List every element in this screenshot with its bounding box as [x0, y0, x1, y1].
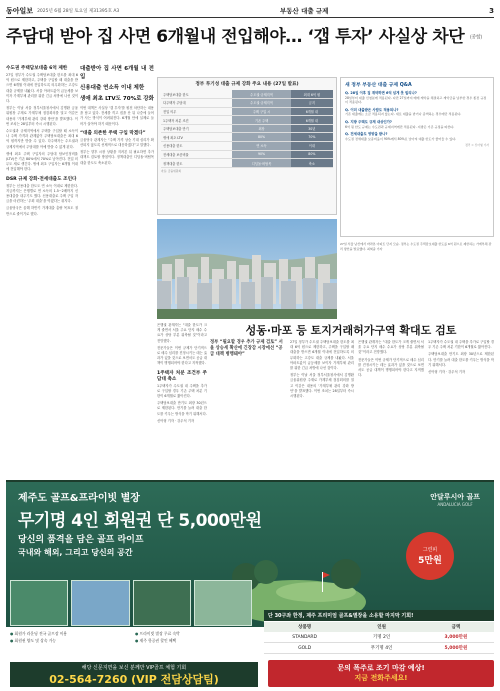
secondary-subhead: 정부 “필요할 경우 추가 규제 검토” 서울 상승세 확산에 긴장감 시장에선 “공급 대책 병행돼야” — [210, 340, 283, 358]
product-name: GOLD — [264, 643, 345, 654]
row-label: 주택담보대출 만기 — [161, 124, 232, 133]
col3-subhead: 1주택자 처분 조건부 주담대 축소 — [157, 370, 207, 382]
row-after: 6개월 내 — [291, 107, 333, 116]
ad-brand — [430, 492, 480, 507]
paragraph: 정부는 향후 시장 상황을 지켜본 뒤 필요하면 추가 대책도 검토할 방침이다. 정책대출인 디딤돌·버팀목 대출 한도도 축소된다. — [80, 150, 154, 165]
ad-thumbnails — [6, 580, 256, 626]
article-column-2 — [80, 62, 154, 477]
key-point: 생애 최초 LTV도 70%로 강화 — [80, 96, 154, 102]
row-label: 전입 의무 — [161, 107, 232, 116]
photo-caption: 27일 서울 남산에서 바라본 아파트 단지 모습. 정부는 수도권 주택담보대출 한도를 6억 원으로 제한하는 가계부채 관리 방안을 발표했다. 최혁중 기자 — [340, 242, 492, 251]
product-people: 무기명 4인 — [345, 643, 418, 654]
brand-sub: ANDALUCIA GOLF — [437, 502, 473, 507]
row-before: 디딤돌·버팀목 — [232, 159, 290, 168]
paragraph: 1주택자가 수도권 내 주택을 추가로 구입할 경우 기존 주택 처분 기한이 6개월로 짧아진다. — [157, 383, 207, 399]
article2-column-1 — [290, 340, 354, 477]
row-after: 6개월 내 — [291, 116, 333, 125]
paragraph: 주택담보대출 만기도 최장 30년으로 제한된다. 만기를 늘려 대출 한도를 키우는 방식을 막기 위해서다. — [157, 401, 207, 416]
paragraph: 정부는 이날 서울 정부서울청사에서 김병환 금융위원장 주재로 가계부채 점검회의를 열고 이같은 내용의 ‘가계부채 관리 강화 방안’을 발표했다. 이번 조치는 28일부터 즉시 시행된다. — [290, 373, 354, 399]
badge-value: 5만원 — [418, 556, 442, 566]
table-row — [161, 133, 333, 142]
ad-benefits — [10, 630, 260, 644]
row-after: 최대 6억 원 — [291, 90, 333, 99]
table-body — [161, 90, 333, 168]
paragraph: 주택담보대출 만기도 최장 30년으로 제한된다. 만기를 늘려 대출 한도를 키우는 방식을 막기 위해서다. — [428, 352, 494, 367]
row-before: 수도권·규제지역 — [232, 90, 290, 99]
article2-column-3 — [428, 340, 494, 477]
city-photo — [157, 219, 337, 319]
row-label: 다주택자 주담대 — [161, 99, 232, 108]
ad-line3: 당신의 품격을 담은 골프 라이프 — [18, 535, 144, 545]
product-price: 3,000만원 — [418, 632, 494, 643]
paragraph: 금융당국은 올해 하반기 가계대출 총량 목표도 절반으로 줄이기로 했다. — [6, 206, 78, 216]
issue-date: 2025년 6월 28일 토요일 제31395호 A3 — [37, 8, 120, 14]
qa-question: Q. 전세대출도 영향을 받나? — [345, 132, 388, 137]
row-after: 70% — [291, 133, 333, 142]
paragraph: 정부는 이날 서울 정부서울청사에서 김병환 금융위원장 주재로 가계부채 점검회의를 열고 이같은 내용의 ‘가계부채 관리 강화 방안’을 발표했다. 이번 조치는 28일부터 즉시 시행된다. — [6, 106, 78, 126]
key-point: 대출받아 집 사면 6개월 내 전입 — [80, 66, 154, 80]
ad-banner — [6, 482, 494, 627]
section-title: 부동산 대출 규제 — [279, 7, 329, 15]
row-after: 금지 — [291, 99, 333, 108]
table-row — [161, 150, 333, 159]
col1-intro: 수도권 주택담보대출 6억 제한 — [6, 66, 68, 71]
col2-subhead: “대출 의존한 주택 구입 막겠다” — [80, 130, 146, 136]
regulation-table — [157, 77, 337, 215]
qa-title: 새 정부 부동산 대출 규제 Q&A — [345, 83, 412, 88]
brand-name: 안달루시아 골프 — [430, 493, 480, 501]
thumbnail-image — [10, 580, 68, 626]
qa-credit: 정리 = 신아형 기자 — [465, 143, 489, 148]
thumbnail-image — [133, 580, 191, 626]
row-label: 생애 최초 LTV — [161, 133, 232, 142]
table-row — [161, 116, 333, 125]
price-headline: 단 30구좌 한정, 제주 프리미엄 골프&별장을 소유할 마지막 기회! — [264, 610, 494, 621]
ad-line1: 제주도 골프&프라이빗 별장 — [18, 493, 140, 504]
call-intro: 해당 신문지면을 보신 분께만 VIP골프 체험 기회 — [81, 665, 187, 671]
table-row — [161, 124, 333, 133]
page-number: 3 — [489, 6, 494, 15]
article2-column-2 — [358, 340, 424, 477]
secondary-headline: 성동·마포 등 토지거래허가구역 확대도 검토 — [245, 324, 457, 337]
table-title: 정부 투기성 대출 규제 강화 주요 내용 (27일 발표) — [195, 82, 299, 87]
benefit-item: ● 제주 항공권 할인 혜택 — [135, 637, 260, 644]
headline-text: 주담대 받아 집 사면 6개월내 전입해야… ‘갭 투자’ 사실상 차단 — [6, 27, 465, 47]
thumbnail-image — [71, 580, 129, 626]
cta-line1: 문의 폭주로 조기 마감 예상! — [337, 664, 425, 672]
paragraph: 금융당국 관계자는 “주택 가격 상승 기대 심리가 확산되지 않도록 선제적으로 대응하겠다”고 말했다. — [80, 137, 154, 148]
row-before: 80% — [232, 133, 290, 142]
qa-answer: 28일부터 대출 신청분에 적용된다. 다만 27일까지 매매 계약을 체결하고 계약금을 납부한 경우 종전 규정이 적용된다. — [345, 95, 487, 105]
main-headline — [6, 22, 494, 54]
thumbnail-image — [194, 580, 252, 626]
badge-label: 그린피 — [422, 547, 438, 553]
newspaper-logo: 동아일보 — [6, 6, 34, 15]
paragraph: 이번 대책은 사실상 ‘갭 투자’를 원천 차단하는 내용을 담고 있다. 전세를 끼고 집을 산 뒤 나중에 들어가 사는 방식이 어려워진다. 6개월 안에 실제로 들어가 살아야 하기 때문이다. — [80, 106, 154, 126]
paragraph: 전문가들은 이번 규제가 단기적으로 매수 심리를 진정시키는 데는 효과가 있을 것으로 보면서도 공급 대책이 병행되어야 한다고 지적했다. — [157, 345, 207, 366]
cta-banner[interactable] — [268, 660, 494, 687]
cta-line2: 지금 전화주세요! — [354, 674, 408, 682]
qa-answer: 수도권 전세대출 보증비율이 90%에서 80%로 낮아져 대출 한도가 줄어들 수 있다. — [345, 136, 457, 141]
row-before: 주택 구입 시 — [232, 107, 290, 116]
col1-subhead: DSR 규제 강화·전세대출도 조인다 — [6, 176, 77, 182]
row-after: 이내 — [291, 142, 333, 151]
row-after: 80% — [291, 150, 333, 159]
benefit-item: ● 회원가 라운딩 전국 골프장 이용 — [10, 630, 135, 637]
row-before: 기존 주택 — [232, 116, 290, 125]
paragraph: 생애 최초 주택 구입자의 주담대 담보인정비율(LTV)은 기존 80%에서 70%로 낮아진다. 전입 의무도 새로 생긴다. 생애 최초 구입자는 6개월 이내에 전입해야 한다. — [6, 151, 78, 172]
paragraph: 27일 정부가 수도권 주택담보대출 한도를 최대 6억 원으로 제한하고, 주택을 구입할 때 대출을 받으면 6개월 이내에 전입하도록 의무화하는 고강도 대출 규제를 내놨다. 서울 아파트값이 급등세를 보이자 가계부채 관리를 위한 긴급 처방에 나선 것이다. — [6, 73, 78, 104]
article-column-3 — [157, 323, 207, 477]
product-people: 기명 2인 — [345, 632, 418, 643]
paragraph: 수도권과 규제지역에서 주택을 구입할 때 소득이나 주택 가격과 관계없이 주택담보대출은 최대 6억 원까지만 받을 수 있다. 다주택자는 수도권과 규제지역에서 주담대를 아예 받을 수 없게 된다. — [6, 129, 78, 149]
benefit-item: ● 프라이빗 별장 무료 숙박 — [135, 630, 260, 637]
row-label: 전세대출 보증비율 — [161, 150, 232, 159]
benefit-item: ● 회원권 양도 및 상속 가능 — [10, 637, 135, 644]
qa-question: Q. 28일 이후 집 계약하면 6억 넘게 못 빌리나? — [345, 91, 417, 95]
row-before: 90% — [232, 150, 290, 159]
qa-question: Q. 이미 대출받은 사람도 적용되나? — [345, 107, 399, 112]
paragraph: 정부는 신용대출 한도도 연 소득 이내로 제한한다. 지금까지는 은행별로 연 소득의 1.5~2배까지 신용대출을 내주기도 했다. 신용대출로 주택 구입 자금을 마련하는 ‘우회 대출’을 막겠다는 취지다. — [6, 183, 78, 204]
table-row — [161, 99, 333, 108]
headline-sub: (종합) — [469, 34, 482, 41]
paragraph: 전문가들은 이번 규제가 단기적으로 매수 심리를 진정시키는 데는 효과가 있을 것으로 보면서도 공급 대책이 병행되어야 한다고 지적했다. — [358, 357, 424, 378]
price-col-header: 금액 — [418, 622, 494, 632]
table-note: 자료: 금융위원회 — [161, 168, 181, 173]
qa-answer: 6억 원 한도 규제는 수도권과 규제지역에만 적용된다. 지방은 기존 규정을 따른다. — [345, 124, 455, 129]
qa-box — [340, 77, 494, 237]
row-before: 수도권·규제지역 — [232, 99, 290, 108]
paragraph: 1주택자가 수도권 내 주택을 추가로 구입할 경우 기존 주택 처분 기한이 6개월로 짧아진다. — [428, 340, 494, 350]
product-price: 5,000만원 — [418, 643, 494, 654]
row-label: 정책대출 한도 — [161, 159, 232, 168]
paragraph: 은행권 관계자는 “대출 한도가 크게 줄면서 서울 주요 단지 매수 수요가 상당 부분 위축될 것”이라고 전망했다. — [157, 323, 207, 343]
byline: 신아형 기자 · 강우석 기자 — [157, 418, 195, 423]
row-label: 신용대출 한도 — [161, 142, 232, 151]
price-row — [264, 632, 494, 643]
apartment-skyline-illustration — [157, 219, 337, 319]
product-name: STANDARD — [264, 632, 345, 643]
row-after: 축소 — [291, 159, 333, 168]
paragraph: 은행권 관계자는 “대출 한도가 크게 줄면서 서울 주요 단지 매수 수요가 상당 부분 위축될 것”이라고 전망했다. — [358, 340, 424, 355]
qa-answer: 기존 대출에는 소급 적용되지 않는다. 새로 대출을 받거나 증액하는 경우에만 적용된다. — [345, 112, 462, 117]
row-label: 1주택자 처분 조건 — [161, 116, 232, 125]
greenfee-badge — [406, 532, 454, 580]
table-row — [161, 90, 333, 99]
byline: 신아형 기자 · 강우석 기자 — [428, 370, 466, 375]
table-row — [161, 142, 333, 151]
row-before: 최장 — [232, 124, 290, 133]
article-column-1 — [6, 62, 78, 477]
phone-number[interactable]: 02-564-7260 (VIP 전담상담팀) — [49, 673, 219, 686]
price-col-header: 상품명 — [264, 622, 345, 632]
ad-tagline: 국내와 해외, 그리고 당신의 공간 — [18, 548, 133, 557]
paragraph: 27일 정부가 수도권 주택담보대출 한도를 최대 6억 원으로 제한하고, 주택을 구입할 때 대출을 받으면 6개월 이내에 전입하도록 의무화하는 고강도 대출 규제를 내놨다. 서울 아파트값이 급등세를 보이자 가계부채 관리를 위한 긴급 처방에 나선 것이다. — [290, 340, 354, 371]
price-row — [264, 643, 494, 654]
golf-advertisement — [6, 480, 494, 687]
row-before: 연 소득 — [232, 142, 290, 151]
table-row — [161, 159, 333, 168]
ad-line2: 무기명 4인 회원권 단 5,000만원 — [18, 511, 262, 531]
price-table — [264, 622, 494, 654]
row-label: 주택담보대출 한도 — [161, 90, 232, 99]
row-after: 30년 — [291, 124, 333, 133]
table-row — [161, 107, 333, 116]
price-col-header: 인원 — [345, 622, 418, 632]
qa-question: Q. 지방 주택도 규제 대상인가? — [345, 119, 392, 124]
page-header — [6, 4, 494, 18]
phone-bar[interactable] — [10, 662, 258, 687]
key-point: 신용대출 연소득 이내 제한 — [80, 85, 145, 91]
